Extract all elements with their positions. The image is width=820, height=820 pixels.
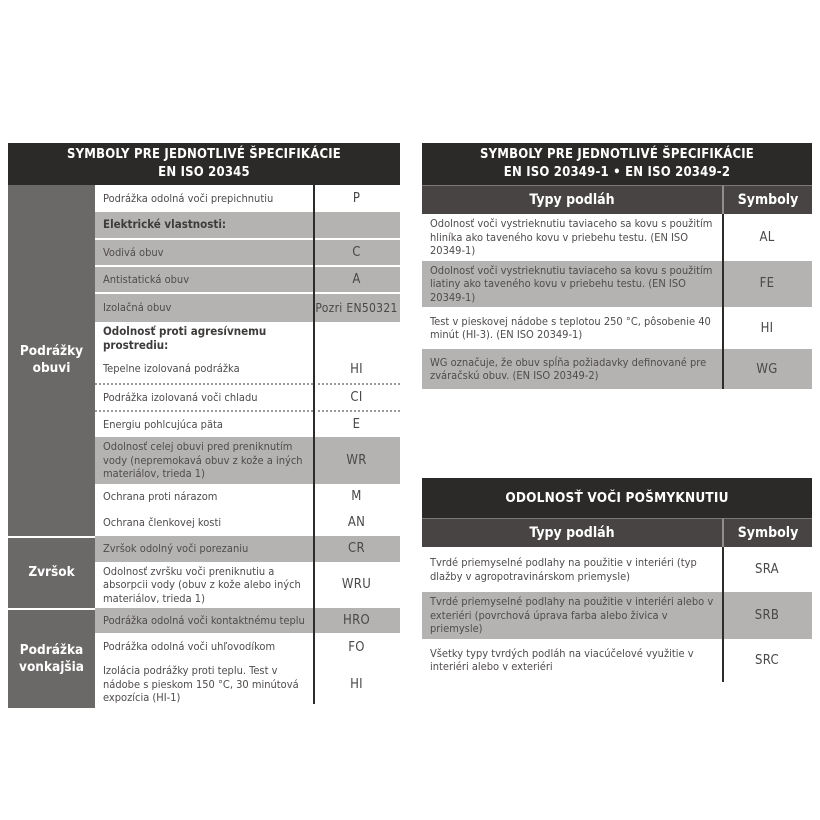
spec-row-symbol: A [313, 267, 400, 294]
table-en-iso-20345-title [8, 143, 400, 185]
spec-row-label: Tvrdé priemyselné podlahy na použitie v interiéri (typ dlažby v agropotravinárskom priemysle) [422, 547, 722, 592]
group-label-podrazka-vonkajsia: Podrážka vonkajšia [8, 608, 95, 708]
spec-row-symbol: SRC [722, 639, 812, 682]
spec-section-label: Elektrické vlastnosti: [95, 212, 313, 240]
spec-section-label: Odolnosť proti agresívnemu prostrediu: [95, 322, 313, 355]
table-en-iso-20345-body [8, 185, 400, 708]
spec-row-label: Všetky typy tvrdých podláh na viacúčelové využitie v interiéri alebo v exteriéri [422, 639, 722, 682]
spec-row-label: Odolnosť voči vystrieknutiu taviaceho sa kovu s použitím hliníka ako taveného kovu v priebehu testu. (EN ISO 20349-1) [422, 214, 722, 261]
spec-row-symbol: WR [313, 437, 400, 484]
spec-row-symbol: AN [313, 510, 400, 536]
spec-row-label: Tepelne izolovaná podrážka [95, 355, 313, 383]
spec-row-symbol: HI [722, 307, 812, 349]
spec-row-symbol: HI [313, 661, 400, 708]
table-en-iso-20349-title [422, 143, 812, 185]
column-header-symboly: Symboly [722, 518, 812, 547]
spec-row-label: Odolnosť voči vystrieknutiu taviaceho sa kovu s použitím liatiny ako taveného kovu v priebehu testu. (EN ISO 20349-1) [422, 261, 722, 308]
table-title-line1: SYMBOLY PRE JEDNOTLIVÉ ŠPECIFIKÁCIE [480, 147, 754, 162]
table-en-iso-20349-body [422, 185, 812, 389]
group-label-zvrsok: Zvršok [8, 536, 95, 609]
spec-row-label: Podrážka izolovaná voči chladu [95, 383, 313, 410]
column-header-symboly: Symboly [722, 185, 812, 214]
column-header-typy-podlah: Typy podláh [422, 518, 722, 547]
table-title-line1: SYMBOLY PRE JEDNOTLIVÉ ŠPECIFIKÁCIE [67, 147, 341, 162]
spec-row-symbol: SRB [722, 592, 812, 639]
spec-row-symbol: Pozri EN50321 [313, 294, 400, 322]
spec-row-symbol: C [313, 240, 400, 267]
spec-row-label: Ochrana členkovej kosti [95, 510, 313, 536]
spec-row-label: Izolačná obuv [95, 294, 313, 322]
spec-row-label: Tvrdé priemyselné podlahy na použitie v interiéri alebo v exteriéri (povrchová úprava farba alebo živica v priemysle) [422, 592, 722, 639]
spec-row-symbol [313, 322, 400, 355]
spec-row-label: Podrážka odolná voči uhľovodíkom [95, 633, 313, 661]
column-header-typy-podlah: Typy podláh [422, 185, 722, 214]
spec-row-label: Test v pieskovej nádobe s teplotou 250 °C, pôsobenie 40 minút (HI-3). (EN ISO 20349-1) [422, 307, 722, 349]
spec-row-symbol [313, 212, 400, 240]
group-label-podrazky-obuvi: Podrážky obuvi [8, 185, 95, 536]
spec-row-label: Ochrana proti nárazom [95, 484, 313, 510]
table-slip-resistance [422, 478, 812, 682]
spec-row-symbol: AL [722, 214, 812, 261]
spec-row-symbol: WRU [313, 562, 400, 609]
spec-row-label: Podrážka odolná voči prepichnutiu [95, 185, 313, 212]
spec-row-symbol: HI [313, 355, 400, 383]
spec-row-label: Zvršok odolný voči porezaniu [95, 536, 313, 562]
spec-row-symbol: FE [722, 261, 812, 308]
table-slip-resistance-title: ODOLNOSŤ VOČI POŠMYKNUTIU [422, 478, 812, 518]
spec-row-label: WG označuje, že obuv spĺňa požiadavky definované pre zváračskú obuv. (EN ISO 20349-2) [422, 349, 722, 389]
column-divider-line [313, 185, 315, 704]
table-en-iso-20349 [422, 143, 812, 389]
table-title-line2: EN ISO 20345 [158, 165, 250, 180]
spec-row-symbol: HRO [313, 608, 400, 633]
spec-row-label: Antistatická obuv [95, 267, 313, 294]
table-title-line2: EN ISO 20349-1 • EN ISO 20349-2 [503, 165, 731, 180]
spec-row-label: Podrážka odolná voči kontaktnému teplu [95, 608, 313, 633]
spec-row-symbol: P [313, 185, 400, 212]
spec-row-label: Vodivá obuv [95, 240, 313, 267]
table-en-iso-20345 [8, 143, 400, 708]
spec-row-symbol: SRA [722, 547, 812, 592]
spec-row-label: Energiu pohlcujúca päta [95, 410, 313, 437]
spec-row-label: Odolnosť zvršku voči preniknutiu a absorpcii vody (obuv z kože alebo iných materiálov, trieda 1) [95, 562, 313, 609]
spec-row-label: Izolácia podrážky proti teplu. Test v nádobe s pieskom 150 °C, 30 minútová expozícia (HI-1) [95, 661, 313, 708]
column-divider-line [722, 547, 724, 682]
spec-row-symbol: M [313, 484, 400, 510]
spec-row-symbol: FO [313, 633, 400, 661]
table-slip-resistance-body [422, 518, 812, 682]
spec-row-symbol: CR [313, 536, 400, 562]
column-divider-line [722, 214, 724, 389]
spec-row-label: Odolnosť celej obuvi pred preniknutím vody (nepremokavá obuv z kože a iných materiálov, trieda 1) [95, 437, 313, 484]
spec-row-symbol: E [313, 410, 400, 437]
spec-row-symbol: CI [313, 383, 400, 410]
spec-row-symbol: WG [722, 349, 812, 389]
